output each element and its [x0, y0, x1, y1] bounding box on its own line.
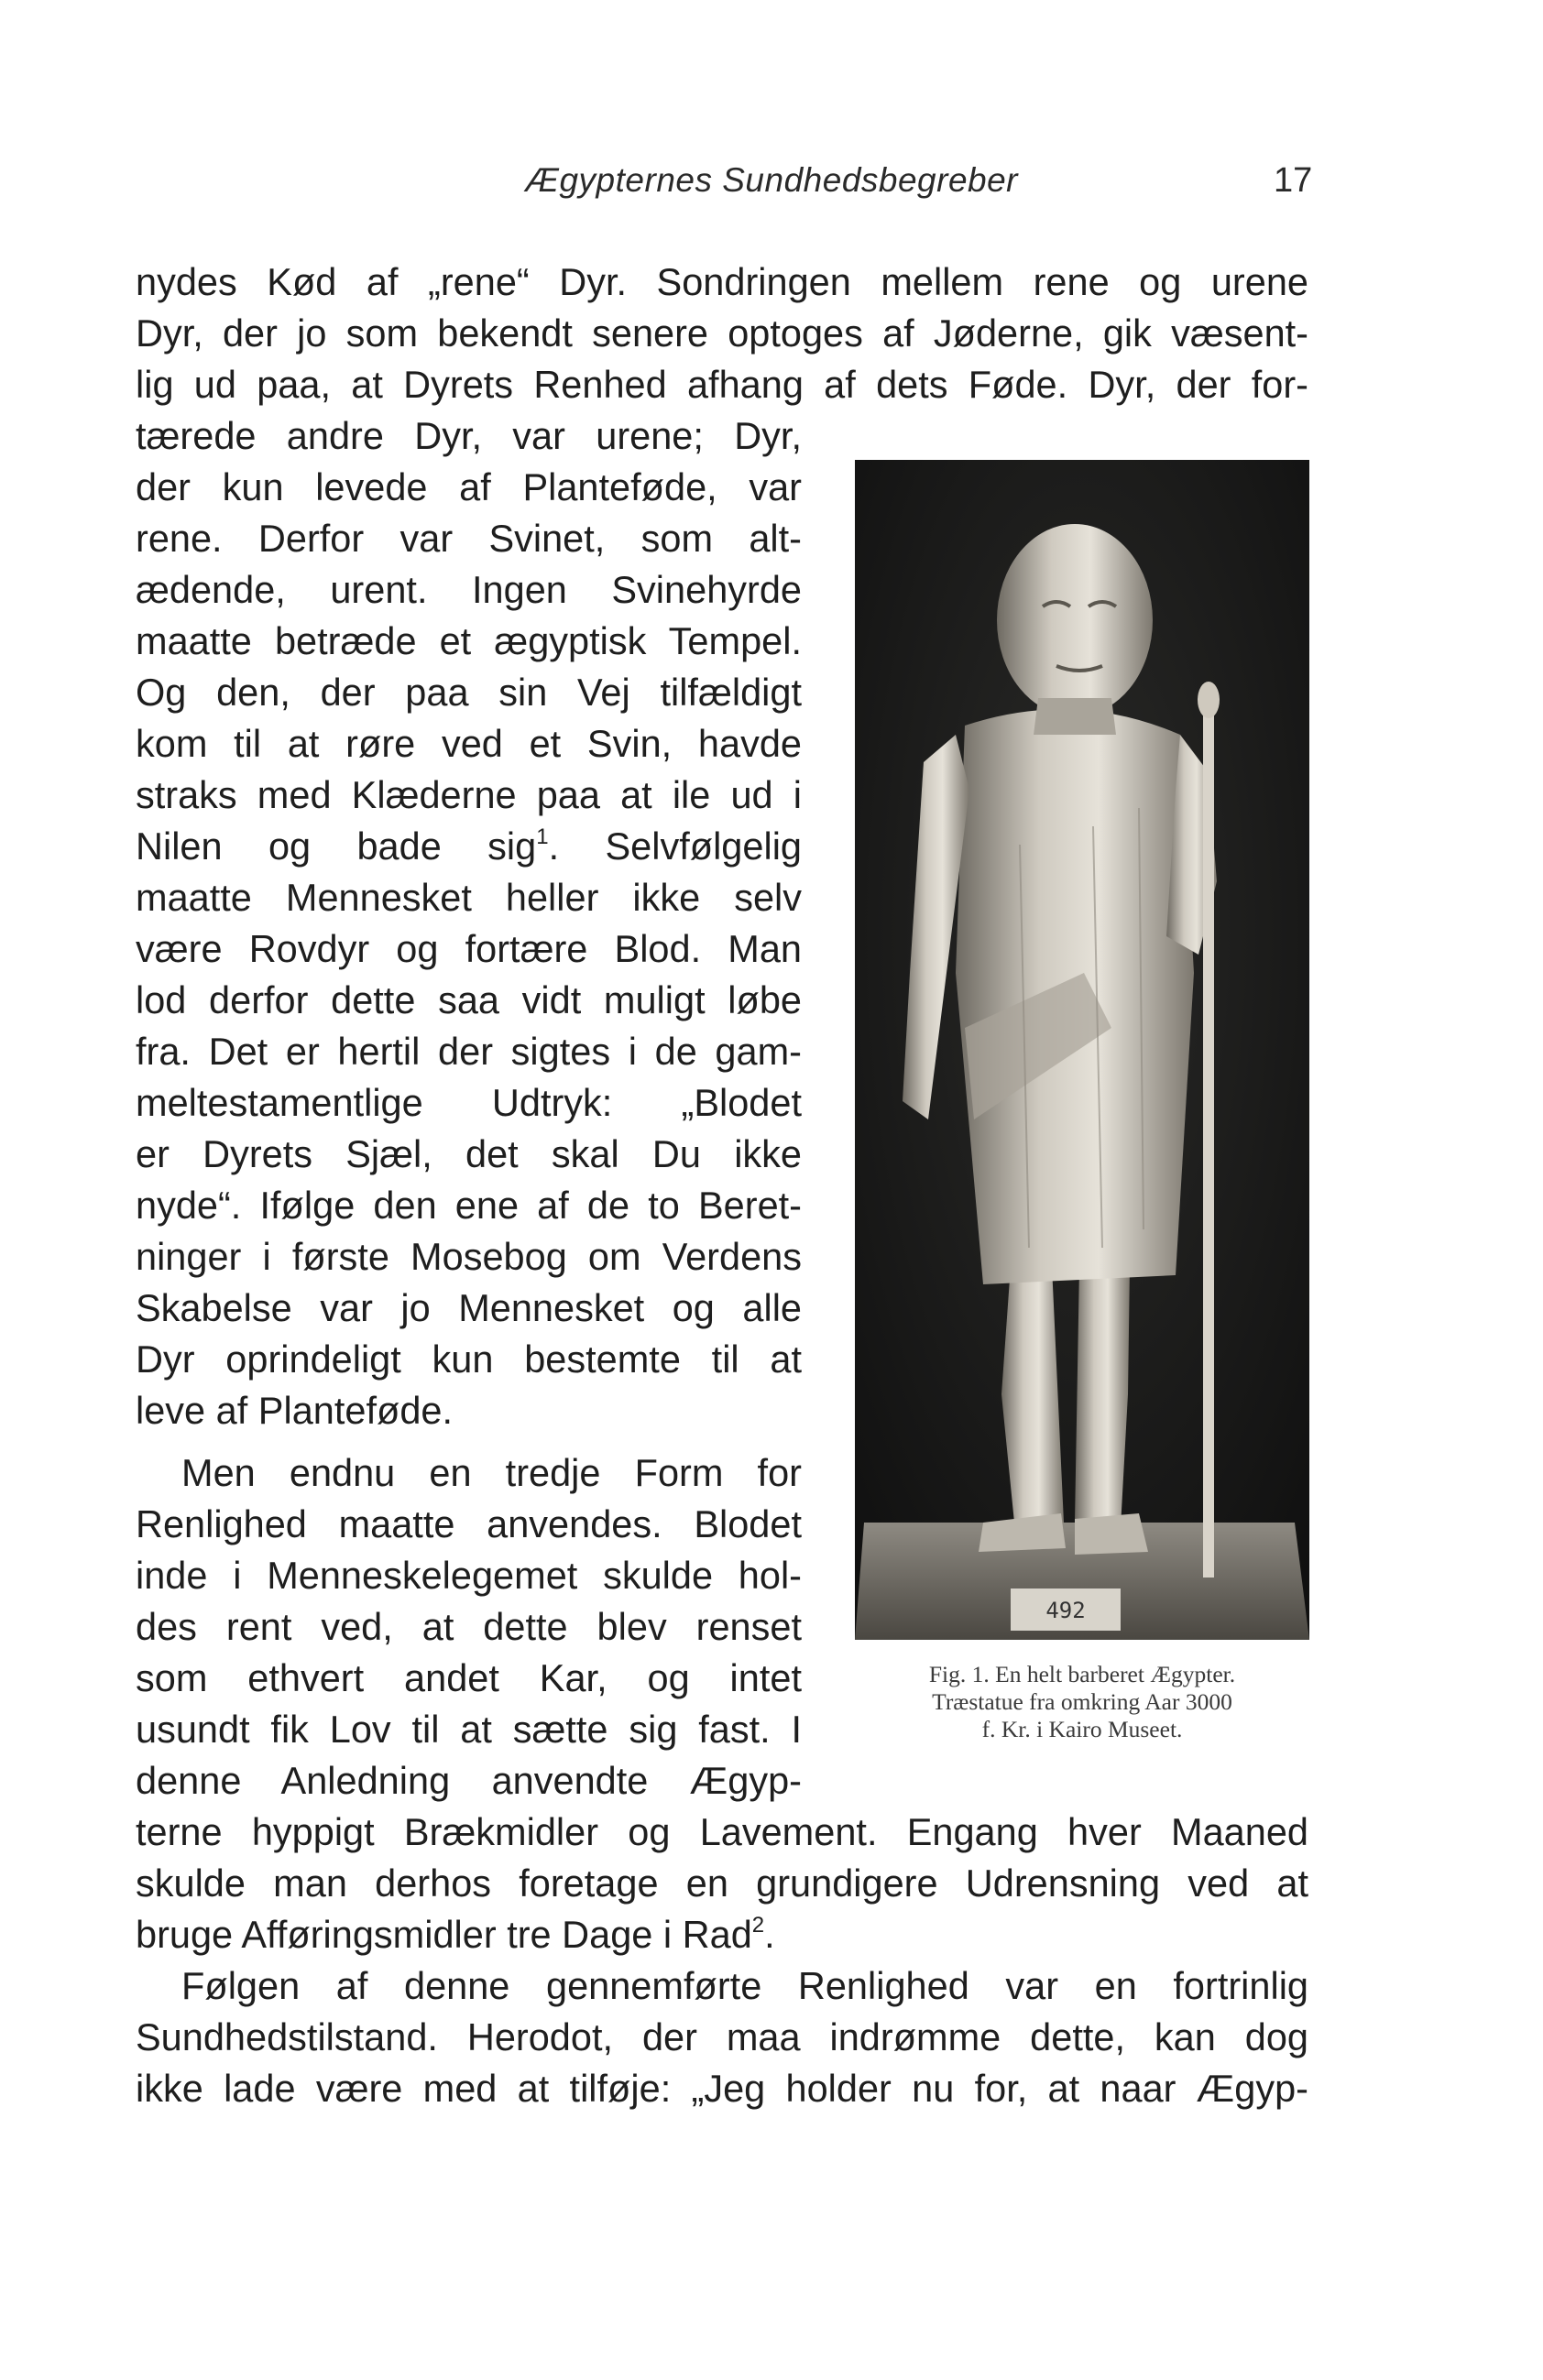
text-line [136, 1909, 775, 1960]
statue-neck [1034, 698, 1116, 735]
statue-staff [1203, 698, 1214, 1578]
text-line: er Dyrets Sjæl, det skal Du ikke [136, 1132, 802, 1175]
text-line: des rent ved, at dette blev renset [136, 1605, 802, 1648]
plate-label: 492 [1045, 1598, 1086, 1623]
text-line: lod derfor dette saa vidt muligt løbe [136, 978, 802, 1021]
text-line: som ethvert andet Kar, og intet [136, 1656, 802, 1699]
caption-line: f. Kr. i Kairo Museet. [981, 1716, 1183, 1742]
text-line: fra. Det er hertil der sigtes i de gam- [136, 1030, 802, 1073]
text-line: Dyr, der jo som bekendt senere optoges af Jøderne, gik væsent- [136, 311, 1308, 355]
footnote-mark: 1 [536, 824, 549, 850]
text-line: være Rovdyr og fortære Blod. Man [136, 927, 802, 970]
page-number: 17 [1274, 161, 1313, 200]
text-line [136, 821, 802, 872]
text-line: nydes Kød af „rene“ Dyr. Sondringen mellem rene og urene [136, 260, 1308, 303]
text-line: Og den, der paa sin Vej tilfældigt [136, 671, 802, 714]
text-line: Dyr oprindeligt kun bestemte til at [136, 1337, 802, 1381]
text-line: leve af Plantefødе. [136, 1389, 454, 1432]
statue-right-foot [1075, 1513, 1148, 1555]
text-line: terne hyppigt Brækmidler og Lavement. Engang hver Maaned [136, 1810, 1308, 1853]
text-line: tærede andre Dyr, var urene; Dyr, [136, 414, 802, 457]
text-line: usundt fik Lov til at sætte sig fast. I [136, 1708, 802, 1751]
caption-line: Fig. 1. En helt barberet Ægypter. [928, 1661, 1236, 1687]
text-line: kom til at røre ved et Svin, havde [136, 722, 802, 765]
text-line: ikke lade være med at tilføje: „Jeg holder nu for, at naar Ægyp- [136, 2067, 1308, 2110]
text-segment: bruge Afføringsmidler tre Dage i Rad [136, 1913, 752, 1956]
text-line: nyde“. Ifølge den ene af de to Beret- [136, 1184, 802, 1227]
footnote-mark: 2 [751, 1913, 765, 1938]
text-segment: Nilen og bade sig [136, 824, 537, 868]
text-line: Sundhedstilstand. Herodot, der maa indrømme dette, kan dog [136, 2015, 1308, 2058]
text-line: straks med Klæderne paa at ile ud i [136, 773, 802, 816]
statue-illustration [855, 460, 1309, 1640]
statue-photograph [855, 460, 1309, 1640]
figure-caption [841, 1661, 1323, 1743]
statue-head [997, 524, 1153, 716]
text-line: meltestamentlige Udtryk: „Blodet [136, 1081, 802, 1124]
text-line: Skabelse var jo Mennesket og alle [136, 1286, 802, 1329]
text-line: skulde man derhos foretage en grundigere Udrensning ved at [136, 1861, 1308, 1905]
text-line: Følgen af denne gennemførte Renlighed var en fortrinlig [181, 1964, 1308, 2007]
text-line: inde i Menneskelegemet skulde hol- [136, 1554, 802, 1597]
text-segment: . [764, 1913, 775, 1956]
text-segment: . Selvfølgelig [548, 824, 802, 868]
text-line: Men endnu en tredje Form for [181, 1451, 802, 1494]
running-title: Ægypternes Sundhedsbegreber [524, 161, 1019, 199]
text-line: maatte betræde et ægyptisk Tempel. [136, 619, 802, 662]
text-line: maatte Mennesket heller ikke selv [136, 876, 802, 919]
text-line: lig ud paa, at Dyrets Renhed afhang af dets Føde. Dyr, der for- [136, 363, 1308, 406]
text-line: Renlighed maatte anvendes. Blodet [136, 1502, 802, 1545]
text-line: rene. Derfor var Svinet, som alt- [136, 517, 802, 560]
caption-line: Træstatue fra omkring Aar 3000 [932, 1688, 1232, 1715]
text-line: ædende, urent. Ingen Svinehyrde [136, 568, 802, 611]
statue-right-leg [1075, 1266, 1130, 1527]
text-line: der kun levede af Plantefødе, var [136, 465, 802, 508]
text-line: ninger i første Mosebog om Verdens [136, 1235, 802, 1278]
staff-top [1198, 682, 1220, 718]
text-line: denne Anledning anvendte Ægyp- [136, 1759, 802, 1802]
